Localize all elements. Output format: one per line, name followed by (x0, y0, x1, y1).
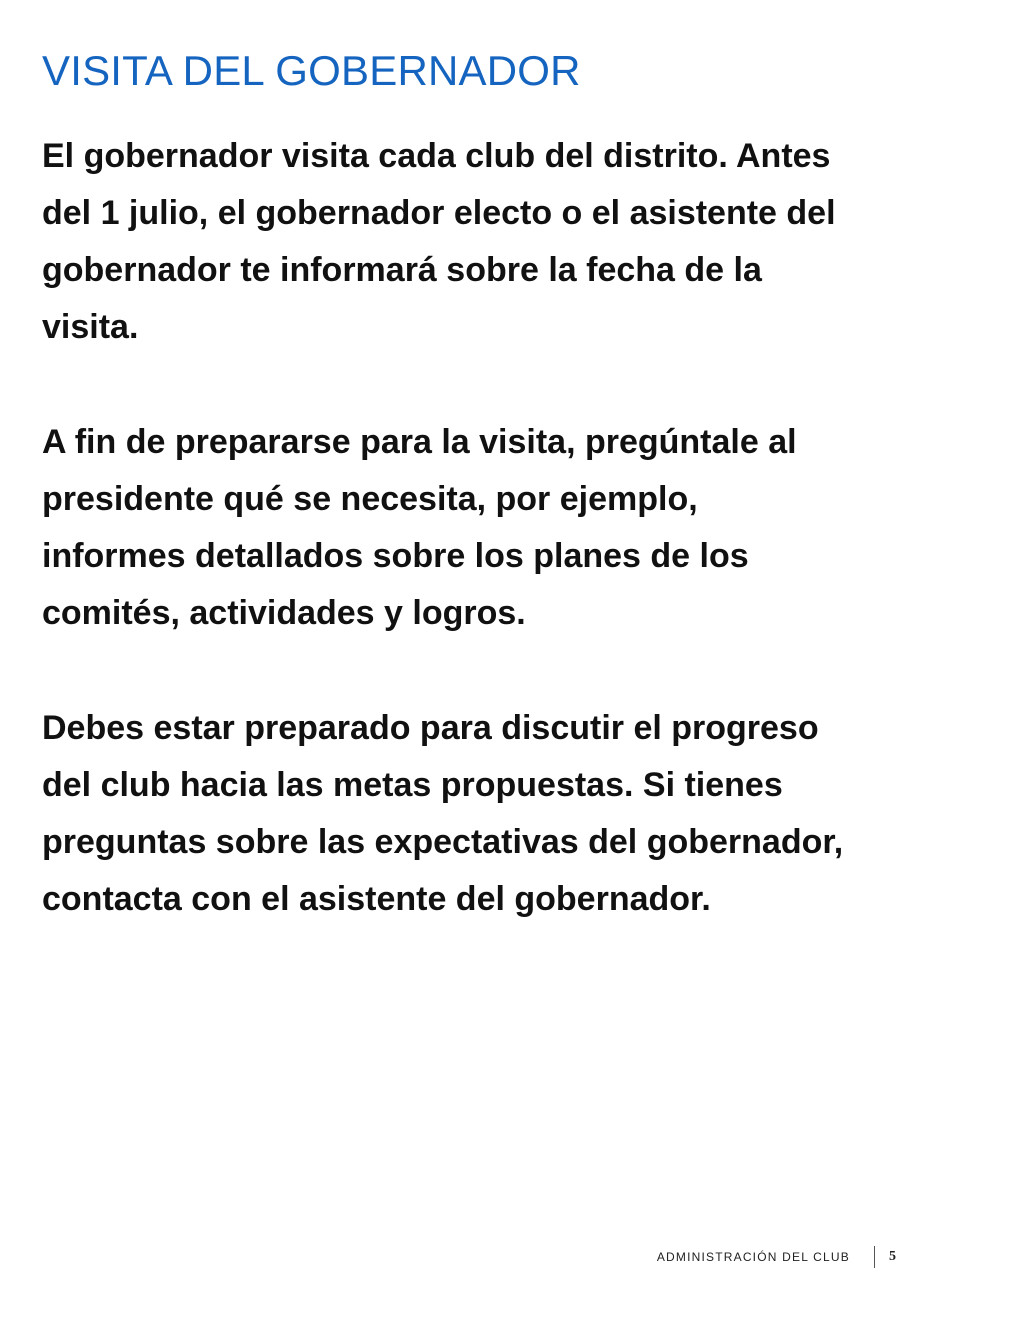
text-line: presidente qué se necesita, por ejemplo, (42, 480, 698, 518)
text-line: visita. (42, 308, 139, 346)
footer-divider (874, 1246, 875, 1268)
paragraph-progress-discussion (42, 700, 1012, 928)
page-footer (657, 1246, 896, 1268)
text-line: A fin de prepararse para la visita, pregúntale al (42, 423, 797, 461)
text-line: gobernador te informará sobre la fecha de la (42, 251, 762, 289)
text-line: del 1 julio, el gobernador electo o el asistente del (42, 194, 836, 232)
page-number: 5 (889, 1249, 896, 1264)
text-line: Debes estar preparado para discutir el progreso (42, 709, 819, 747)
text-line: preguntas sobre las expectativas del gobernador, (42, 823, 844, 861)
page-title: VISITA DEL GOBERNADOR (42, 47, 581, 94)
text-line: comités, actividades y logros. (42, 594, 526, 632)
text-line: contacta con el asistente del gobernador. (42, 880, 711, 918)
paragraph-visit-intro (42, 128, 1012, 356)
body-text (42, 128, 1012, 986)
footer-section-label: ADMINISTRACIÓN DEL CLUB (656, 1250, 850, 1264)
text-line: El gobernador visita cada club del distrito. Antes (42, 137, 831, 175)
paragraph-preparation (42, 414, 1012, 642)
text-line: del club hacia las metas propuestas. Si tienes (42, 766, 783, 804)
text-line: informes detallados sobre los planes de los (42, 537, 749, 575)
